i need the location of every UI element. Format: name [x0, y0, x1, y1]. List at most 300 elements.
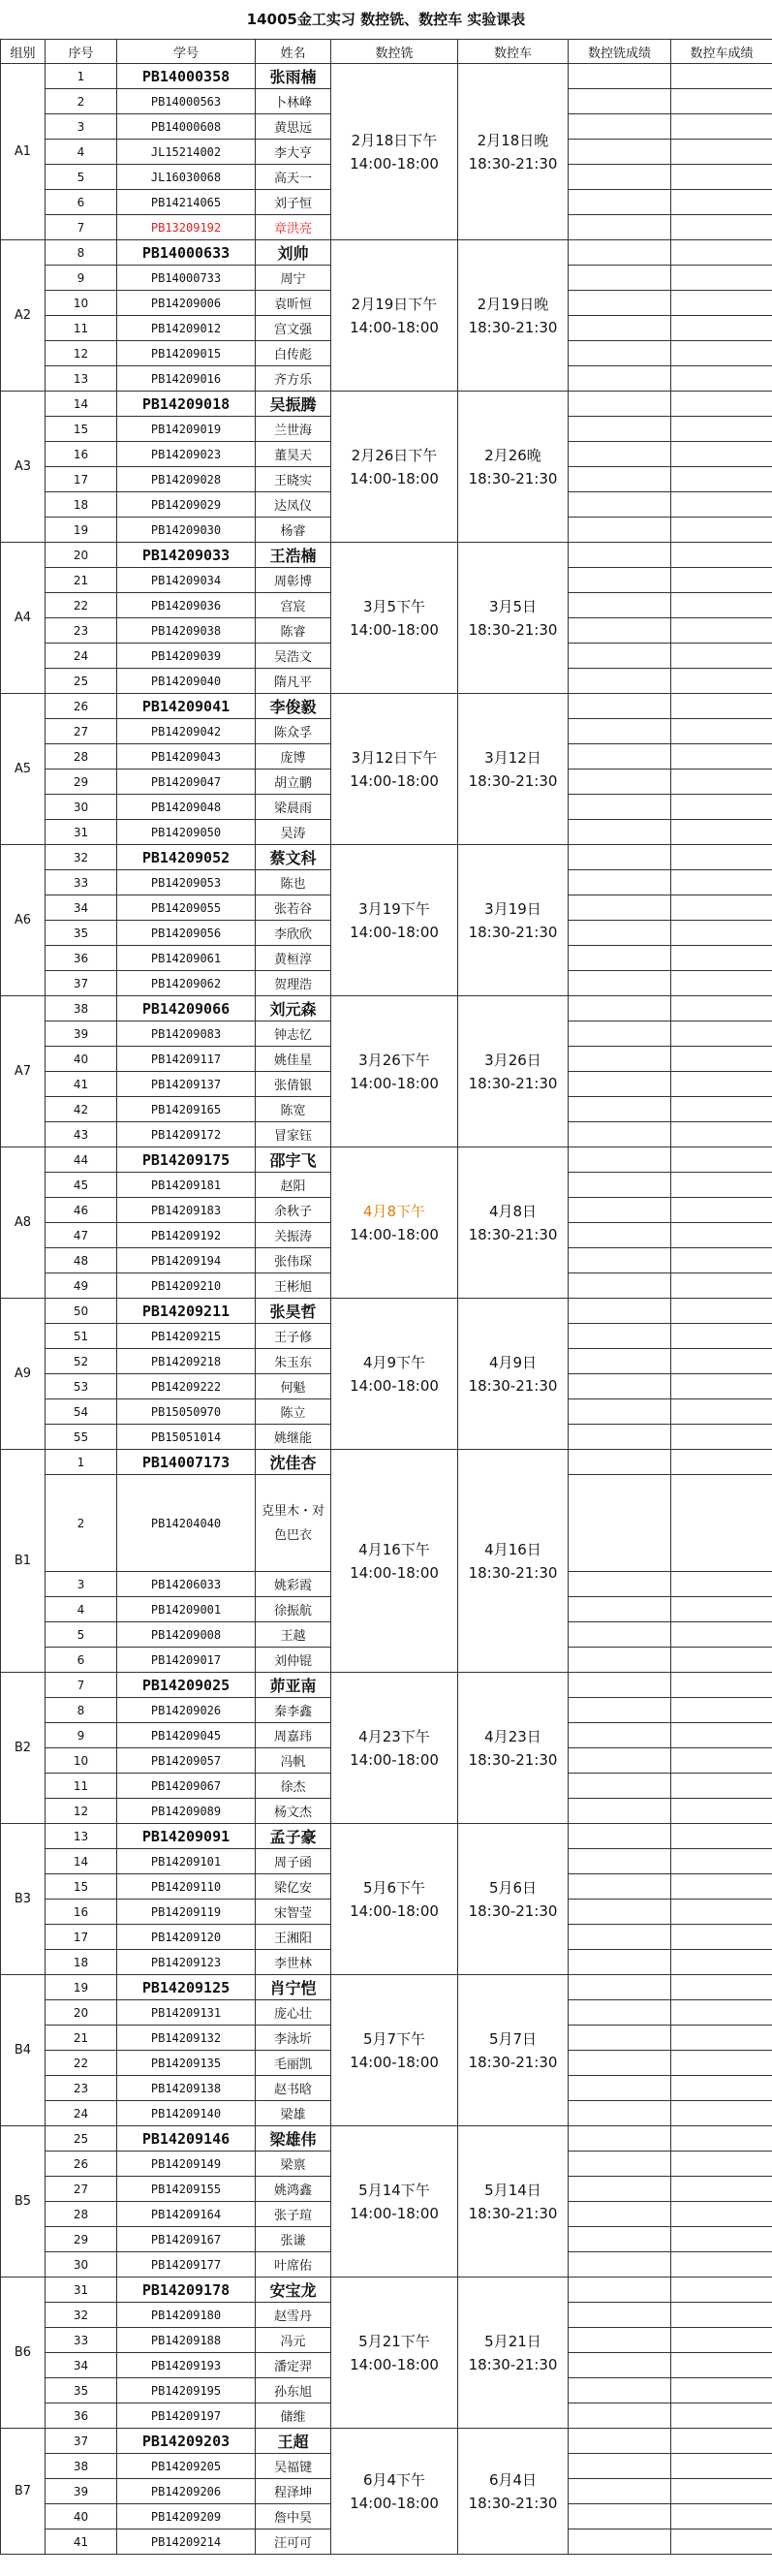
lathe-score-cell	[671, 593, 772, 618]
student-id-cell: PB14209175	[117, 1147, 256, 1173]
header-group: 组别	[1, 40, 46, 64]
student-name-cell: 李俊毅	[256, 694, 331, 719]
student-id-cell: PB14209061	[117, 946, 256, 971]
lathe-schedule-line: 18:30-21:30	[468, 771, 558, 790]
lathe-score-cell	[671, 1374, 772, 1399]
student-id-cell: PB14209210	[117, 1273, 256, 1299]
mill-score-cell	[569, 1097, 671, 1122]
index-cell: 33	[46, 2328, 117, 2353]
student-name-cell: 周子函	[256, 1849, 331, 1874]
student-name-cell: 黄桓淳	[256, 946, 331, 971]
index-cell: 49	[46, 1273, 117, 1299]
mill-score-cell	[569, 1072, 671, 1097]
table-row	[1, 694, 772, 719]
lathe-score-cell	[671, 467, 772, 492]
index-cell: 1	[46, 1450, 117, 1475]
mill-schedule-line: 4月16下午	[358, 1540, 430, 1558]
mill-schedule-line: 5月6下午	[362, 1878, 426, 1897]
index-cell: 23	[46, 2076, 117, 2101]
cnc-lathe-schedule	[458, 1824, 569, 1975]
index-cell: 8	[46, 1698, 117, 1723]
table-row	[1, 543, 772, 568]
mill-schedule-line: 2月18日下午	[351, 131, 438, 149]
lathe-score-cell	[671, 2303, 772, 2328]
index-cell: 11	[46, 316, 117, 341]
student-id-cell: PB14209091	[117, 1824, 256, 1849]
mill-score-cell	[569, 467, 671, 492]
mill-score-cell	[569, 971, 671, 996]
mill-score-cell	[569, 1748, 671, 1774]
lathe-score-cell	[671, 1824, 772, 1849]
student-name-cell: 张昊哲	[256, 1299, 331, 1324]
index-cell: 4	[46, 1597, 117, 1622]
lathe-score-cell	[671, 1122, 772, 1147]
lathe-score-cell	[671, 1198, 772, 1223]
mill-score-cell	[569, 64, 671, 89]
lathe-score-cell	[671, 417, 772, 442]
student-name-cell: 沈佳杏	[256, 1450, 331, 1475]
mill-score-cell	[569, 240, 671, 266]
mill-schedule-line: 14:00-18:00	[350, 1563, 439, 1582]
student-name-cell: 姚佳星	[256, 1047, 331, 1072]
cnc-lathe-schedule	[458, 845, 569, 996]
index-cell: 39	[46, 2479, 117, 2504]
student-id-cell: PB14209138	[117, 2076, 256, 2101]
student-id-cell: PB14214065	[117, 190, 256, 215]
index-cell: 20	[46, 2000, 117, 2026]
table-row	[1, 1673, 772, 1698]
student-name-cell: 姚鸿鑫	[256, 2177, 331, 2202]
index-cell: 4	[46, 140, 117, 165]
index-cell: 17	[46, 467, 117, 492]
group-cell: A3	[1, 392, 46, 543]
lathe-score-cell	[671, 1572, 772, 1597]
mill-score-cell	[569, 1173, 671, 1198]
header-mill-score: 数控铣成绩	[569, 40, 671, 64]
lathe-score-cell	[671, 1925, 772, 1950]
student-id-cell: PB14209119	[117, 1900, 256, 1925]
student-id-cell: PB14209215	[117, 1324, 256, 1349]
mill-score-cell	[569, 1047, 671, 1072]
mill-score-cell	[569, 1723, 671, 1748]
student-id-cell: PB14209056	[117, 921, 256, 946]
index-cell: 41	[46, 2529, 117, 2555]
lathe-schedule-line: 18:30-21:30	[468, 620, 558, 639]
student-name-cell: 储维	[256, 2403, 331, 2429]
mill-score-cell	[569, 366, 671, 392]
mill-schedule-line: 14:00-18:00	[350, 2494, 439, 2512]
mill-score-cell	[569, 694, 671, 719]
student-id-cell: PB14209197	[117, 2403, 256, 2429]
index-cell: 31	[46, 2278, 117, 2303]
mill-score-cell	[569, 518, 671, 543]
mill-score-cell	[569, 669, 671, 694]
mill-score-cell	[569, 1122, 671, 1147]
index-cell: 38	[46, 996, 117, 1021]
mill-score-cell	[569, 190, 671, 215]
group-cell: A7	[1, 996, 46, 1147]
group-cell: A5	[1, 694, 46, 845]
lathe-score-cell	[671, 996, 772, 1021]
lathe-score-cell	[671, 2101, 772, 2126]
student-id-cell: PB14209211	[117, 1299, 256, 1324]
lathe-score-cell	[671, 719, 772, 744]
student-name-cell: 张子瑄	[256, 2202, 331, 2227]
student-name-cell: 卜林峰	[256, 89, 331, 114]
student-name-cell: 王晓实	[256, 467, 331, 492]
schedule-body	[1, 64, 772, 2555]
group-cell: A6	[1, 845, 46, 996]
lathe-score-cell	[671, 1900, 772, 1925]
student-name-cell: 兰世海	[256, 417, 331, 442]
cnc-mill-schedule	[331, 2278, 458, 2429]
cnc-lathe-schedule	[458, 1450, 569, 1673]
student-name-cell: 冯帆	[256, 1748, 331, 1774]
index-cell: 41	[46, 1072, 117, 1097]
student-name-cell: 梁晨雨	[256, 795, 331, 820]
mill-score-cell	[569, 1849, 671, 1874]
mill-score-cell	[569, 568, 671, 593]
lathe-score-cell	[671, 870, 772, 895]
mill-score-cell	[569, 1874, 671, 1900]
index-cell: 9	[46, 266, 117, 291]
lathe-score-cell	[671, 2026, 772, 2051]
lathe-score-cell	[671, 1874, 772, 1900]
student-name-cell: 刘子恒	[256, 190, 331, 215]
index-cell: 3	[46, 1572, 117, 1597]
student-name-cell: 赵书晗	[256, 2076, 331, 2101]
mill-score-cell	[569, 1900, 671, 1925]
student-id-cell: PB14209053	[117, 870, 256, 895]
mill-score-cell	[569, 1950, 671, 1975]
student-id-cell: PB14209015	[117, 341, 256, 366]
mill-score-cell	[569, 1774, 671, 1799]
lathe-score-cell	[671, 946, 772, 971]
index-cell: 19	[46, 1975, 117, 2000]
student-name-cell: 王子修	[256, 1324, 331, 1349]
mill-score-cell	[569, 1572, 671, 1597]
mill-score-cell	[569, 1698, 671, 1723]
student-name-cell: 冯元	[256, 2328, 331, 2353]
student-name-cell: 周宁	[256, 266, 331, 291]
mill-score-cell	[569, 845, 671, 870]
student-id-cell: PB14209194	[117, 1248, 256, 1273]
mill-score-cell	[569, 2504, 671, 2529]
student-id-cell: PB14209048	[117, 795, 256, 820]
mill-score-cell	[569, 1273, 671, 1299]
student-id-cell: PB14209165	[117, 1097, 256, 1122]
mill-score-cell	[569, 795, 671, 820]
page-title: 14005金工实习 数控铣、数控车 实验课表	[246, 11, 526, 28]
lathe-schedule-line: 3月26日	[484, 1051, 541, 1069]
mill-score-cell	[569, 543, 671, 568]
lathe-score-cell	[671, 89, 772, 114]
student-name-cell: 邵宇飞	[256, 1147, 331, 1173]
student-name-cell: 吴振腾	[256, 392, 331, 417]
lathe-score-cell	[671, 2353, 772, 2378]
lathe-schedule-line: 3月19日	[484, 899, 541, 918]
student-id-cell: PB14209025	[117, 1673, 256, 1698]
lathe-score-cell	[671, 190, 772, 215]
group-cell: A1	[1, 64, 46, 240]
index-cell: 25	[46, 669, 117, 694]
student-id-cell: PB14209029	[117, 492, 256, 518]
cnc-lathe-schedule	[458, 64, 569, 240]
student-id-cell: PB14209167	[117, 2227, 256, 2252]
student-id-cell: PB14209023	[117, 442, 256, 467]
student-id-cell: PB14204040	[117, 1475, 256, 1572]
cnc-lathe-schedule	[458, 543, 569, 694]
mill-score-cell	[569, 1147, 671, 1173]
mill-score-cell	[569, 1198, 671, 1223]
header-cnc-lathe: 数控车	[458, 40, 569, 64]
index-cell: 23	[46, 618, 117, 644]
student-name-cell: 钟志忆	[256, 1021, 331, 1047]
student-name-cell: 吴福键	[256, 2454, 331, 2479]
student-name-cell: 黄思远	[256, 114, 331, 140]
lathe-score-cell	[671, 795, 772, 820]
mill-schedule-line: 5月21下午	[358, 2332, 430, 2350]
header-index: 序号	[46, 40, 117, 64]
mill-schedule-line: 4月9下午	[362, 1353, 426, 1371]
lathe-score-cell	[671, 1147, 772, 1173]
mill-score-cell	[569, 2101, 671, 2126]
student-name-cell: 达凤仪	[256, 492, 331, 518]
lathe-score-cell	[671, 1723, 772, 1748]
lathe-score-cell	[671, 291, 772, 316]
index-cell: 48	[46, 1248, 117, 1273]
student-name-cell: 刘帅	[256, 240, 331, 266]
student-id-cell: PB14206033	[117, 1572, 256, 1597]
student-name-cell: 徐振航	[256, 1597, 331, 1622]
mill-score-cell	[569, 1597, 671, 1622]
student-id-cell: PB14000633	[117, 240, 256, 266]
mill-score-cell	[569, 291, 671, 316]
lathe-score-cell	[671, 1774, 772, 1799]
mill-score-cell	[569, 2429, 671, 2454]
index-cell: 45	[46, 1173, 117, 1198]
mill-score-cell	[569, 644, 671, 669]
lathe-score-cell	[671, 568, 772, 593]
lathe-score-cell	[671, 1324, 772, 1349]
mill-schedule-line: 4月23下午	[358, 1727, 430, 1745]
student-id-cell: PB14209042	[117, 719, 256, 744]
index-cell: 21	[46, 568, 117, 593]
lathe-schedule-line: 18:30-21:30	[468, 1750, 558, 1769]
lathe-score-cell	[671, 845, 772, 870]
index-cell: 24	[46, 644, 117, 669]
cnc-lathe-schedule	[458, 1299, 569, 1450]
student-name-cell: 李泳圻	[256, 2026, 331, 2051]
index-cell: 39	[46, 1021, 117, 1047]
student-id-cell: PB14209205	[117, 2454, 256, 2479]
student-name-cell: 王湘阳	[256, 1925, 331, 1950]
header-student-id: 学号	[117, 40, 256, 64]
index-cell: 51	[46, 1324, 117, 1349]
table-row	[1, 996, 772, 1021]
mill-score-cell	[569, 266, 671, 291]
lathe-score-cell	[671, 971, 772, 996]
student-name-cell: 齐方乐	[256, 366, 331, 392]
mill-score-cell	[569, 140, 671, 165]
student-name-cell: 秦李鑫	[256, 1698, 331, 1723]
student-id-cell: PB14209039	[117, 644, 256, 669]
mill-score-cell	[569, 946, 671, 971]
mill-score-cell	[569, 1399, 671, 1425]
lathe-score-cell	[671, 1173, 772, 1198]
student-name-cell: 潘定羿	[256, 2353, 331, 2378]
mill-score-cell	[569, 2278, 671, 2303]
student-id-cell: PB14000563	[117, 89, 256, 114]
table-row	[1, 2278, 772, 2303]
index-cell: 26	[46, 2152, 117, 2177]
index-cell: 10	[46, 291, 117, 316]
student-id-cell: PB14209016	[117, 366, 256, 392]
student-id-cell: PB14209062	[117, 971, 256, 996]
mill-score-cell	[569, 1324, 671, 1349]
mill-score-cell	[569, 316, 671, 341]
student-name-cell: 蔡文科	[256, 845, 331, 870]
mill-score-cell	[569, 492, 671, 518]
mill-score-cell	[569, 2454, 671, 2479]
student-id-cell: PB14209120	[117, 1925, 256, 1950]
student-name-cell: 梁雄	[256, 2101, 331, 2126]
lathe-score-cell	[671, 2152, 772, 2177]
mill-schedule-line: 14:00-18:00	[350, 923, 439, 941]
index-cell: 50	[46, 1299, 117, 1324]
index-cell: 35	[46, 921, 117, 946]
student-id-cell: PB15050970	[117, 1399, 256, 1425]
student-id-cell: PB14209019	[117, 417, 256, 442]
student-id-cell: PB14209050	[117, 820, 256, 845]
table-row	[1, 64, 772, 89]
mill-score-cell	[569, 341, 671, 366]
student-id-cell: PB14209034	[117, 568, 256, 593]
mill-schedule-line: 14:00-18:00	[350, 1376, 439, 1395]
cnc-mill-schedule	[331, 845, 458, 996]
index-cell: 55	[46, 1425, 117, 1450]
index-cell: 33	[46, 870, 117, 895]
lathe-schedule-line: 18:30-21:30	[468, 2494, 558, 2512]
cnc-lathe-schedule	[458, 2278, 569, 2429]
cnc-lathe-schedule	[458, 1673, 569, 1824]
lathe-score-cell	[671, 669, 772, 694]
lathe-schedule-line: 18:30-21:30	[468, 2053, 558, 2071]
mill-schedule-line: 14:00-18:00	[350, 318, 439, 336]
lathe-schedule-line: 18:30-21:30	[468, 1376, 558, 1395]
student-id-cell: PB14209117	[117, 1047, 256, 1072]
index-cell: 6	[46, 190, 117, 215]
student-name-cell: 朱玉东	[256, 1349, 331, 1374]
index-cell: 44	[46, 1147, 117, 1173]
index-cell: 3	[46, 114, 117, 140]
mill-schedule-line: 4月8下午	[362, 1202, 426, 1220]
header-name: 姓名	[256, 40, 331, 64]
mill-score-cell	[569, 392, 671, 417]
mill-score-cell	[569, 593, 671, 618]
student-id-cell: PB14209131	[117, 2000, 256, 2026]
index-cell: 35	[46, 2378, 117, 2403]
student-name-cell: 李欣欣	[256, 921, 331, 946]
student-name-cell: 孙东旭	[256, 2378, 331, 2403]
lathe-score-cell	[671, 165, 772, 190]
lathe-schedule-line: 18:30-21:30	[468, 469, 558, 487]
student-id-cell: PB14000608	[117, 114, 256, 140]
student-name-cell: 张倩银	[256, 1072, 331, 1097]
group-cell: B5	[1, 2126, 46, 2278]
student-name-cell: 宋智莹	[256, 1900, 331, 1925]
index-cell: 40	[46, 2504, 117, 2529]
index-cell: 5	[46, 165, 117, 190]
lathe-score-cell	[671, 2378, 772, 2403]
index-cell: 27	[46, 719, 117, 744]
cnc-mill-schedule	[331, 64, 458, 240]
mill-score-cell	[569, 1425, 671, 1450]
cnc-mill-schedule	[331, 543, 458, 694]
cnc-lathe-schedule	[458, 2126, 569, 2278]
index-cell: 17	[46, 1925, 117, 1950]
lathe-score-cell	[671, 2429, 772, 2454]
index-cell: 6	[46, 1648, 117, 1673]
index-cell: 40	[46, 1047, 117, 1072]
student-name-cell: 宫宸	[256, 593, 331, 618]
student-name-cell: 梁亿安	[256, 1874, 331, 1900]
index-cell: 28	[46, 2202, 117, 2227]
lathe-score-cell	[671, 2403, 772, 2429]
student-id-cell: PB14209137	[117, 1072, 256, 1097]
header-cnc-mill: 数控铣	[331, 40, 458, 64]
lathe-score-cell	[671, 820, 772, 845]
index-cell: 9	[46, 1723, 117, 1748]
lathe-schedule-line: 4月8日	[488, 1202, 538, 1220]
student-id-cell: PB14209172	[117, 1122, 256, 1147]
group-cell: B7	[1, 2429, 46, 2555]
lathe-score-cell	[671, 1673, 772, 1698]
index-cell: 32	[46, 2303, 117, 2328]
student-id-cell: PB14209149	[117, 2152, 256, 2177]
lathe-score-cell	[671, 366, 772, 392]
index-cell: 37	[46, 2429, 117, 2454]
lathe-score-cell	[671, 543, 772, 568]
mill-schedule-line: 5月7下午	[362, 2029, 426, 2048]
student-id-cell: PB14209110	[117, 1874, 256, 1900]
mill-score-cell	[569, 1975, 671, 2000]
lathe-score-cell	[671, 492, 772, 518]
index-cell: 8	[46, 240, 117, 266]
student-id-cell: PB14209101	[117, 1849, 256, 1874]
student-name-cell: 王越	[256, 1622, 331, 1648]
lathe-score-cell	[671, 266, 772, 291]
lathe-schedule-line: 18:30-21:30	[468, 2204, 558, 2222]
index-cell: 30	[46, 2252, 117, 2278]
student-id-cell: PB14209164	[117, 2202, 256, 2227]
index-cell: 2	[46, 1475, 117, 1572]
cnc-mill-schedule	[331, 1147, 458, 1299]
student-id-cell: PB14209036	[117, 593, 256, 618]
lathe-score-cell	[671, 1047, 772, 1072]
lathe-score-cell	[671, 2177, 772, 2202]
cnc-mill-schedule	[331, 2429, 458, 2555]
student-name-cell: 吴涛	[256, 820, 331, 845]
lathe-score-cell	[671, 2076, 772, 2101]
student-name-cell: 周彰博	[256, 568, 331, 593]
lathe-score-cell	[671, 1223, 772, 1248]
lathe-score-cell	[671, 1299, 772, 1324]
student-id-cell: PB14209047	[117, 770, 256, 795]
index-cell: 25	[46, 2126, 117, 2152]
index-cell: 29	[46, 2227, 117, 2252]
mill-schedule-line: 14:00-18:00	[350, 1750, 439, 1769]
